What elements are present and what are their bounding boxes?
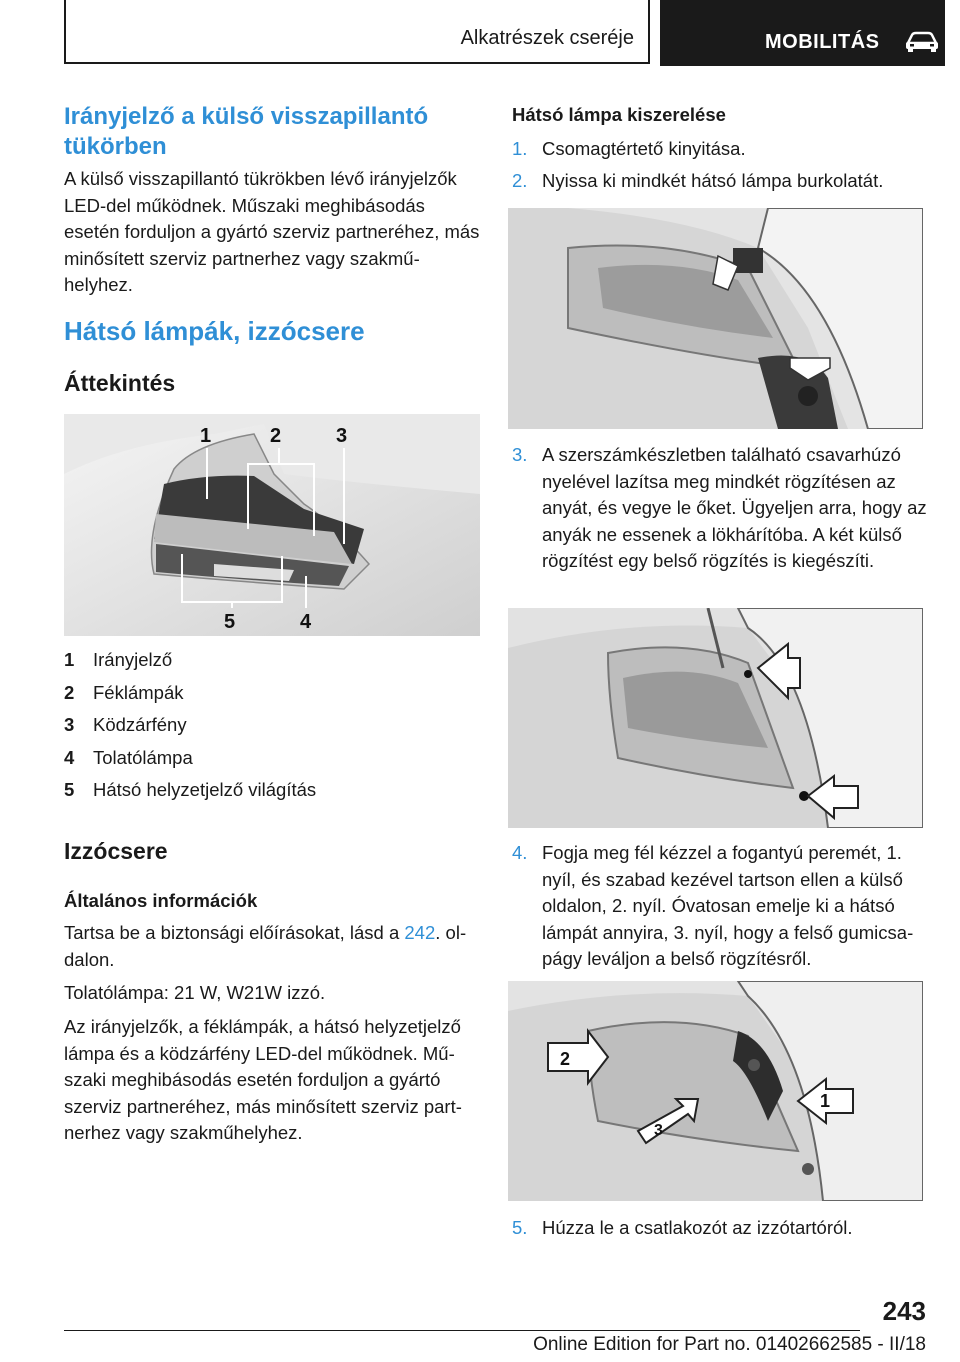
legend-item: [64, 648, 480, 681]
led-info-text: Az irányjelzők, a féklámpák, a hátsó helyzetjelző lámpa és a ködzárfény LED-del működnek. Műszaki meghibásodás esetén forduljon a gyártó szerviz partneréhez, más minősített szerviz partnerhez vagy szakműhelyhez.: [64, 1016, 462, 1143]
car-icon: [904, 31, 940, 53]
legend-label: Féklámpák: [93, 681, 184, 703]
step-number: 2.: [512, 170, 528, 191]
safety-text-after: . oldalon.: [64, 922, 467, 970]
step-item: [512, 136, 928, 163]
footer-edition: Online Edition for Part no. 01402662585 - II/18: [533, 1334, 926, 1355]
legend-number: 4: [64, 746, 75, 768]
header-chapter-box: [660, 0, 945, 66]
header-section-title: Alkatrészek cseréje: [460, 27, 634, 49]
legend-number: 5: [64, 779, 75, 800]
overview-callout-5: 5: [224, 611, 236, 633]
step-number: 5.: [512, 1217, 528, 1238]
remove-lamp-heading: Hátsó lámpa kiszerelése: [512, 104, 726, 125]
step-number: 4.: [512, 842, 528, 863]
page-link-242[interactable]: 242: [404, 922, 436, 943]
legend-item: [64, 746, 480, 779]
mirror-indicator-text: A külső visszapillantó tükrökben lévő irányjelzők LED-del működnek. Műszaki meghibásodás esetén forduljon a gyártó szerviz partneréhez, más minősített szerviz partnerhez vagy szakműhelyhez.: [64, 168, 480, 295]
step-text: Húzza le a csatlakozót az izzótartóról.: [542, 1217, 853, 1238]
step-item: [512, 1215, 928, 1242]
step-item: [512, 442, 928, 575]
reverse-lamp-text: Tolatólámpa: 21 W, W21W izzó.: [64, 982, 326, 1003]
step-number: 3.: [512, 444, 528, 465]
legend-number: 3: [64, 714, 75, 735]
footer-divider: [64, 1330, 860, 1331]
lamp-nuts-figure: [508, 608, 923, 828]
legend-number: 2: [64, 681, 75, 703]
step-text: Fogja meg fél kézzel a fogantyú peremét, 1. nyíl, és szabad kezével tartson ellen a külső oldalon, 2. nyíl. Óvatosan emelje ki a hátsó lámpát annyira, 3. nyíl, hogy a felső gumicsapágy leváljon a belső rögzítésről.: [542, 842, 914, 969]
legend-number: 1: [64, 649, 75, 670]
step-text: Nyissa ki mindkét hátsó lámpa burkolatát.: [542, 170, 884, 191]
step-item: [512, 168, 928, 195]
overview-callout-2: 2: [270, 425, 282, 447]
lamp-cover-figure: [508, 208, 923, 429]
removal-callout-3: 3: [654, 1122, 663, 1139]
overview-callout-3: 3: [336, 425, 348, 447]
step-item: [512, 840, 928, 973]
overview-callout-1: 1: [200, 425, 212, 447]
bulb-change-heading: Izzócsere: [64, 838, 168, 864]
rear-lamps-heading: Hátsó lámpák, izzócsere: [64, 316, 365, 346]
removal-callout-1: 1: [820, 1091, 831, 1111]
general-info-heading: Általános információk: [64, 890, 258, 911]
mirror-indicator-heading: Irányjelző a külső visszapillantó tükörben: [64, 103, 429, 160]
lamp-removal-figure: [508, 981, 923, 1201]
legend-label: Irányjelző: [93, 649, 173, 670]
legend-label: Ködzárfény: [93, 714, 187, 735]
safety-text-before: Tartsa be a biztonsági előírásokat, lásd a: [64, 922, 405, 943]
removal-callout-2: 2: [560, 1049, 571, 1069]
legend-item: [64, 778, 480, 811]
step-text: Csomagtértető kinyitása.: [542, 138, 746, 159]
rear-lamp-overview-figure: [64, 414, 480, 636]
header-chapter-title: MOBILITÁS: [765, 31, 880, 53]
header-section-box: [64, 0, 650, 64]
overview-legend: [64, 648, 480, 811]
step-text: A szerszámkészletben található csavarhúzó nyelével lazítsa meg mindkét rögzítésen az anyát, és vegye le őket. Ügyeljen arra, hogy az anyák ne essenek a lökhárítóba. A két külső rögzítést egy belső rögzítés is kiegészíti.: [542, 444, 927, 571]
legend-item: [64, 681, 480, 714]
overview-heading: Áttekintés: [64, 370, 176, 396]
page-number: 243: [882, 1296, 926, 1326]
safety-reference-text: [64, 920, 480, 973]
step-number: 1.: [512, 138, 528, 159]
legend-label: Hátsó helyzetjelző világítás: [93, 779, 317, 800]
legend-item: [64, 713, 480, 746]
legend-label: Tolatólámpa: [93, 746, 193, 768]
overview-callout-4: 4: [300, 611, 312, 633]
